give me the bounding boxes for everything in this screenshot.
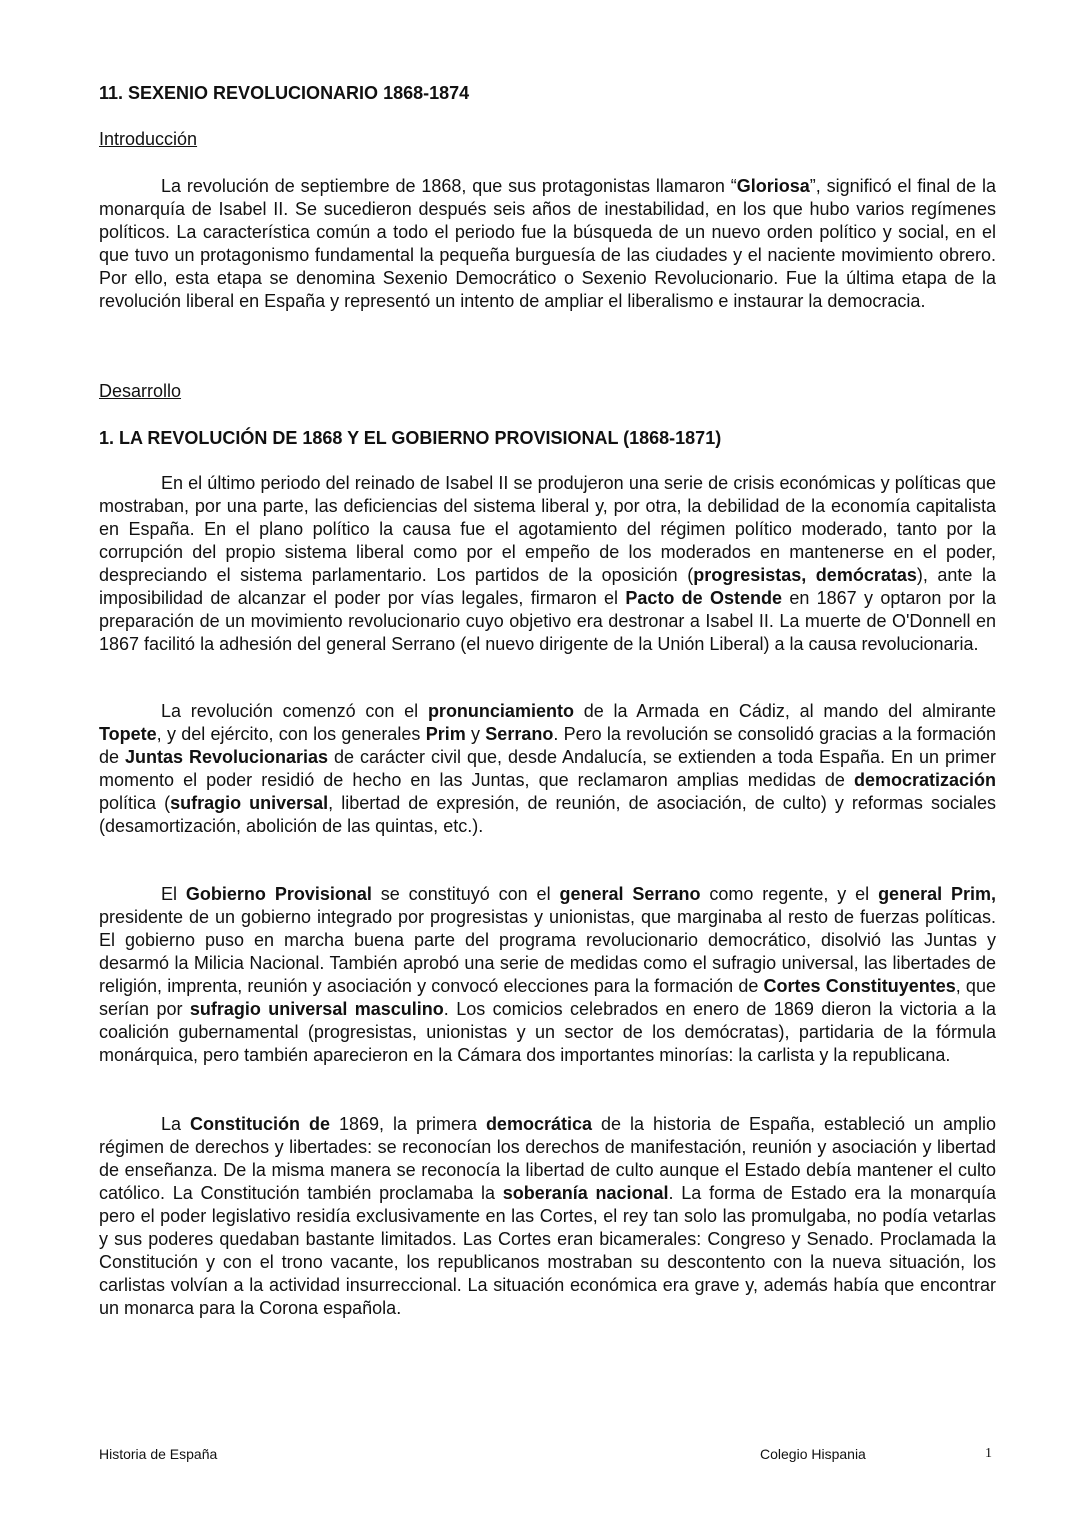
intro-paragraph	[99, 175, 996, 313]
bold-text: progresistas, demócratas	[693, 565, 917, 585]
paragraph-revolution	[99, 700, 996, 838]
text-run: , y del ejército, con los generales	[156, 724, 426, 744]
bold-text: soberanía nacional	[502, 1183, 669, 1203]
bold-text: general Prim,	[878, 884, 997, 904]
text-run: de la historia de España, estableció un amplio régimen de derechos y libertades: se reconocían los derechos de manifestación, reunión y asociación y libertad de enseñanza. De la misma manera se reconocía la libertad de culto aunque el Estado debía mantener el culto católico. La Constitución también proclamaba la	[99, 1114, 997, 1203]
bold-text: Cortes Constituyentes	[763, 976, 956, 996]
text-run: . Pero la revolución se consolidó gracias a la formación de	[99, 724, 996, 767]
footer-subject: Historia de España	[99, 1446, 218, 1462]
text-run: , libertad de expresión, de reunión, de asociación, de culto) y reformas sociales (desamortización, abolición de las quintas, etc.).	[99, 793, 996, 836]
bold-text: Constitución de	[190, 1114, 330, 1134]
text-run: de carácter civil que, desde Andalucía, se extienden a toda España. En un primer momento el poder residió de hecho en las Juntas, que reclamaron amplias medidas de	[99, 747, 996, 790]
page-number: 1	[985, 1446, 992, 1461]
paragraph-constitution	[99, 1113, 996, 1320]
bold-text: sufragio universal masculino	[189, 999, 444, 1019]
bold-text: sufragio universal	[170, 793, 329, 813]
text-run: La revolución comenzó con el	[161, 701, 428, 721]
section-heading: 1. LA REVOLUCIÓN DE 1868 Y EL GOBIERNO PROVISIONAL (1868-1871)	[99, 428, 722, 448]
development-heading: Desarrollo	[99, 381, 182, 401]
footer-school: Colegio Hispania	[760, 1446, 866, 1462]
text-run: se constituyó con el	[371, 884, 560, 904]
document-title: 11. SEXENIO REVOLUCIONARIO 1868-1874	[99, 83, 470, 103]
text-run: ”, significó el final de la monarquía de Isabel II. Se sucedieron después seis años de inestabilidad, en los que hubo varios regímenes políticos. La característica común a todo el periodo fue la búsqueda de un nuevo orden político y social, en el que tuvo un protagonismo fundamental la pequeña burguesía de las ciudades y el naciente movimiento obrero. Por ello, esta etapa se denomina Sexenio Democrático o Sexenio Revolucionario. Fue la última etapa de la revolución liberal en España y representó un intento de ampliar el liberalismo e instaurar la democracia.	[99, 176, 997, 311]
text-run: en 1867 y optaron por la preparación de un movimiento revolucionario cuyo objetivo era destronar a Isabel II. La muerte de O'Donnell en 1867 facilitó la adhesión del general Serrano (el nuevo dirigente de la Unión Liberal) a la causa revolucionaria.	[99, 588, 997, 654]
bold-text: Gloriosa	[736, 176, 810, 196]
bold-text: Prim	[425, 724, 466, 744]
bold-text: Topete	[99, 724, 157, 744]
paragraph-crisis	[99, 472, 996, 656]
bold-text: Pacto de Ostende	[625, 588, 783, 608]
text-run: El	[161, 884, 186, 904]
text-run: , que serían por	[99, 976, 996, 1019]
text-run: . La forma de Estado era la monarquía pero el poder legislativo residía exclusivamente en las Cortes, el rey tan solo las promulgaba, no podía vetarlas y sus poderes quedaban bastante limitados. Las Cortes eran bicamerales: Congreso y Senado. Proclamada la Constitución y con el trono vacante, los republicanos mostraban su descontento con la nueva situación, los carlistas volvían a la actividad insurreccional. La situación económica era grave y, además había que encontrar un monarca para la Corona española.	[99, 1183, 996, 1318]
bold-text: general Serrano	[559, 884, 701, 904]
bold-text: democratización	[853, 770, 996, 790]
paragraph-provisional-government	[99, 883, 996, 1067]
text-run: En el último periodo del reinado de Isabel II se produjeron una serie de crisis económicas y políticas que mostraban, por una parte, las deficiencias del sistema liberal y, por otra, la debilidad de la economía capitalista en España. En el plano político la causa fue el agotamiento del régimen político moderado, tanto por la corrupción del propio sistema liberal como por el empeño de los moderados en mantenerse en el poder, despreciando el sistema parlamentario. Los partidos de la oposición (	[99, 473, 996, 585]
text-run: y	[465, 724, 486, 744]
text-run: La revolución de septiembre de 1868, que sus protagonistas llamaron “	[161, 176, 737, 196]
text-run: . Los comicios celebrados en enero de 1869 dieron la victoria a la coalición gubernamental (progresistas, unionistas y un sector de los demócratas), partidaria de la fórmula monárquica, pero también aparecieron en la Cámara dos importantes minorías: la carlista y la republicana.	[99, 999, 997, 1065]
text-run: presidente de un gobierno integrado por progresistas y unionistas, que marginaba al resto de fuerzas políticas. El gobierno puso en marcha buena parte del programa revolucionario democrático, disolvió las Juntas y desarmó la Milicia Nacional. También aprobó una serie de medidas como el sufragio universal, las libertades de religión, imprenta, reunión y asociación y convocó elecciones para la formación de	[99, 907, 996, 996]
bold-text: pronunciamiento	[427, 701, 574, 721]
intro-heading: Introducción	[99, 129, 198, 149]
bold-text: Juntas Revolucionarias	[125, 747, 329, 767]
text-run: 1869, la primera	[329, 1114, 486, 1134]
text-run: política (	[99, 793, 171, 813]
text-run: ), ante la imposibilidad de alcanzar el poder por vías legales, firmaron el	[99, 565, 996, 608]
bold-text: Gobierno Provisional	[185, 884, 372, 904]
text-run: La	[161, 1114, 190, 1134]
bold-text: Serrano	[485, 724, 554, 744]
bold-text: democrática	[485, 1114, 592, 1134]
text-run: como regente, y el	[700, 884, 879, 904]
text-run: de la Armada en Cádiz, al mando del almirante	[573, 701, 996, 721]
